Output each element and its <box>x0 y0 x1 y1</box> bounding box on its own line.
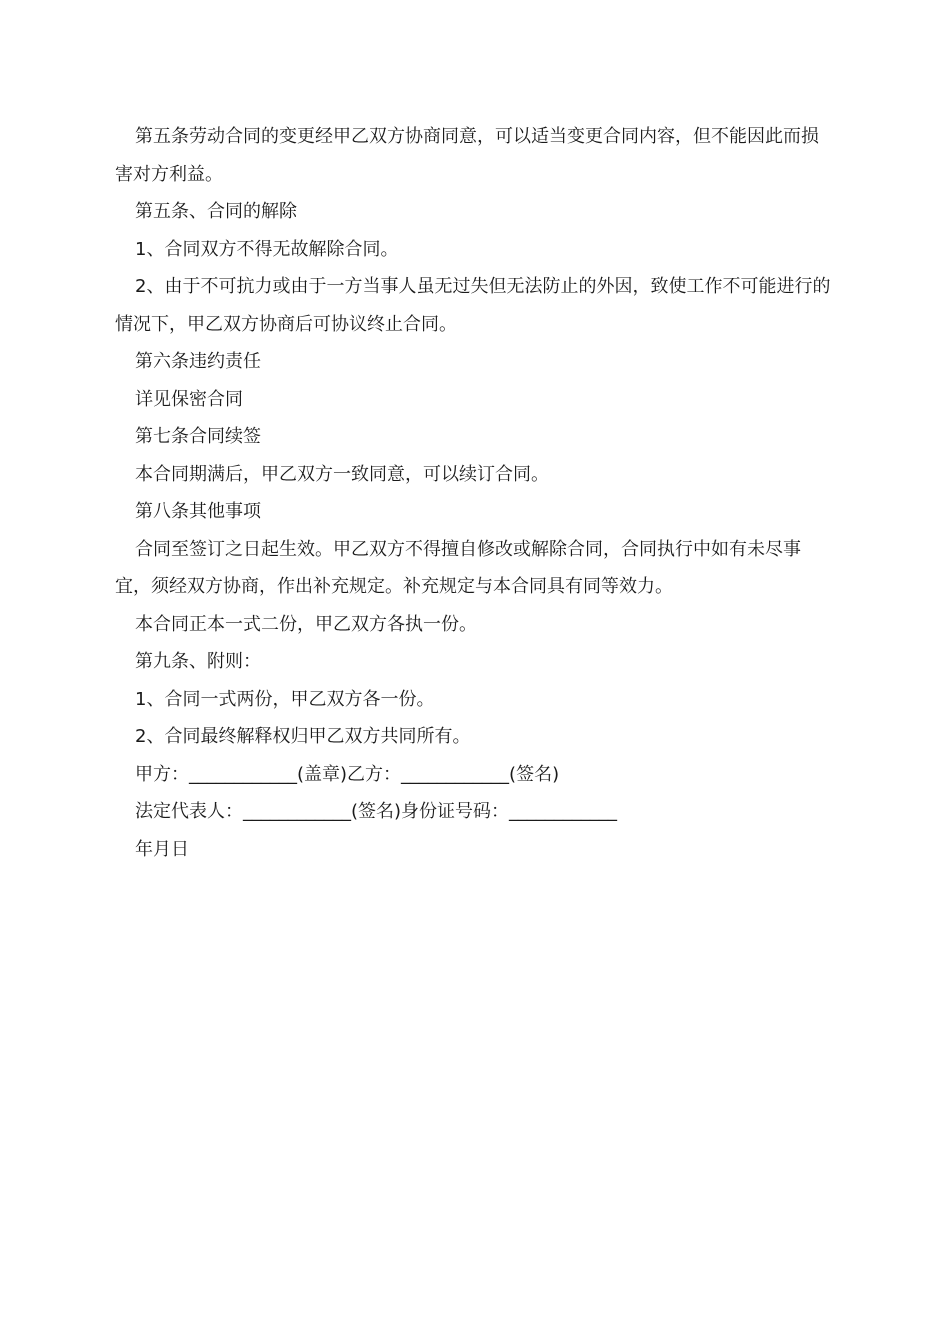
paragraph-contract-change: 第五条劳动合同的变更经甲乙双方协商同意，可以适当变更合同内容，但不能因此而损害对方利益。 <box>115 126 819 185</box>
paragraph-see-confidentiality: 详见保密合同 <box>135 388 243 410</box>
paragraph-interpretation: 2、合同最终解释权归甲乙双方共同所有。 <box>135 726 471 747</box>
signature-line-parties: 甲方：____________(盖章)乙方：____________(签名) <box>135 763 560 785</box>
paragraph-copies: 本合同正本一式二份，甲乙双方各执一份。 <box>135 613 477 635</box>
signature-line-representative: 法定代表人：____________(签名)身份证号码：____________ <box>135 801 618 822</box>
heading-breach-liability: 第六条违约责任 <box>135 351 261 372</box>
heading-other-matters: 第八条其他事项 <box>135 501 261 522</box>
heading-contract-renewal: 第七条合同续签 <box>135 426 261 447</box>
heading-contract-termination: 第五条、合同的解除 <box>135 201 297 222</box>
date-line: 年月日 <box>135 838 189 860</box>
paragraph-force-majeure: 2、由于不可抗力或由于一方当事人虽无过失但无法防止的外因，致使工作不可能进行的情况下，甲乙双方协商后可协议终止合同。 <box>115 276 831 335</box>
paragraph-effective-date: 合同至签订之日起生效。甲乙双方不得擅自修改或解除合同，合同执行中如有未尽事宜，须经双方协商，作出补充规定。补充规定与本合同具有同等效力。 <box>115 538 801 597</box>
heading-supplementary: 第九条、附则： <box>135 651 261 672</box>
document-body <box>115 118 835 868</box>
paragraph-no-arbitrary-termination: 1、合同双方不得无故解除合同。 <box>135 238 399 260</box>
paragraph-two-copies: 1、合同一式两份，甲乙双方各一份。 <box>135 688 435 710</box>
paragraph-renewal-terms: 本合同期满后，甲乙双方一致同意，可以续订合同。 <box>135 463 549 485</box>
